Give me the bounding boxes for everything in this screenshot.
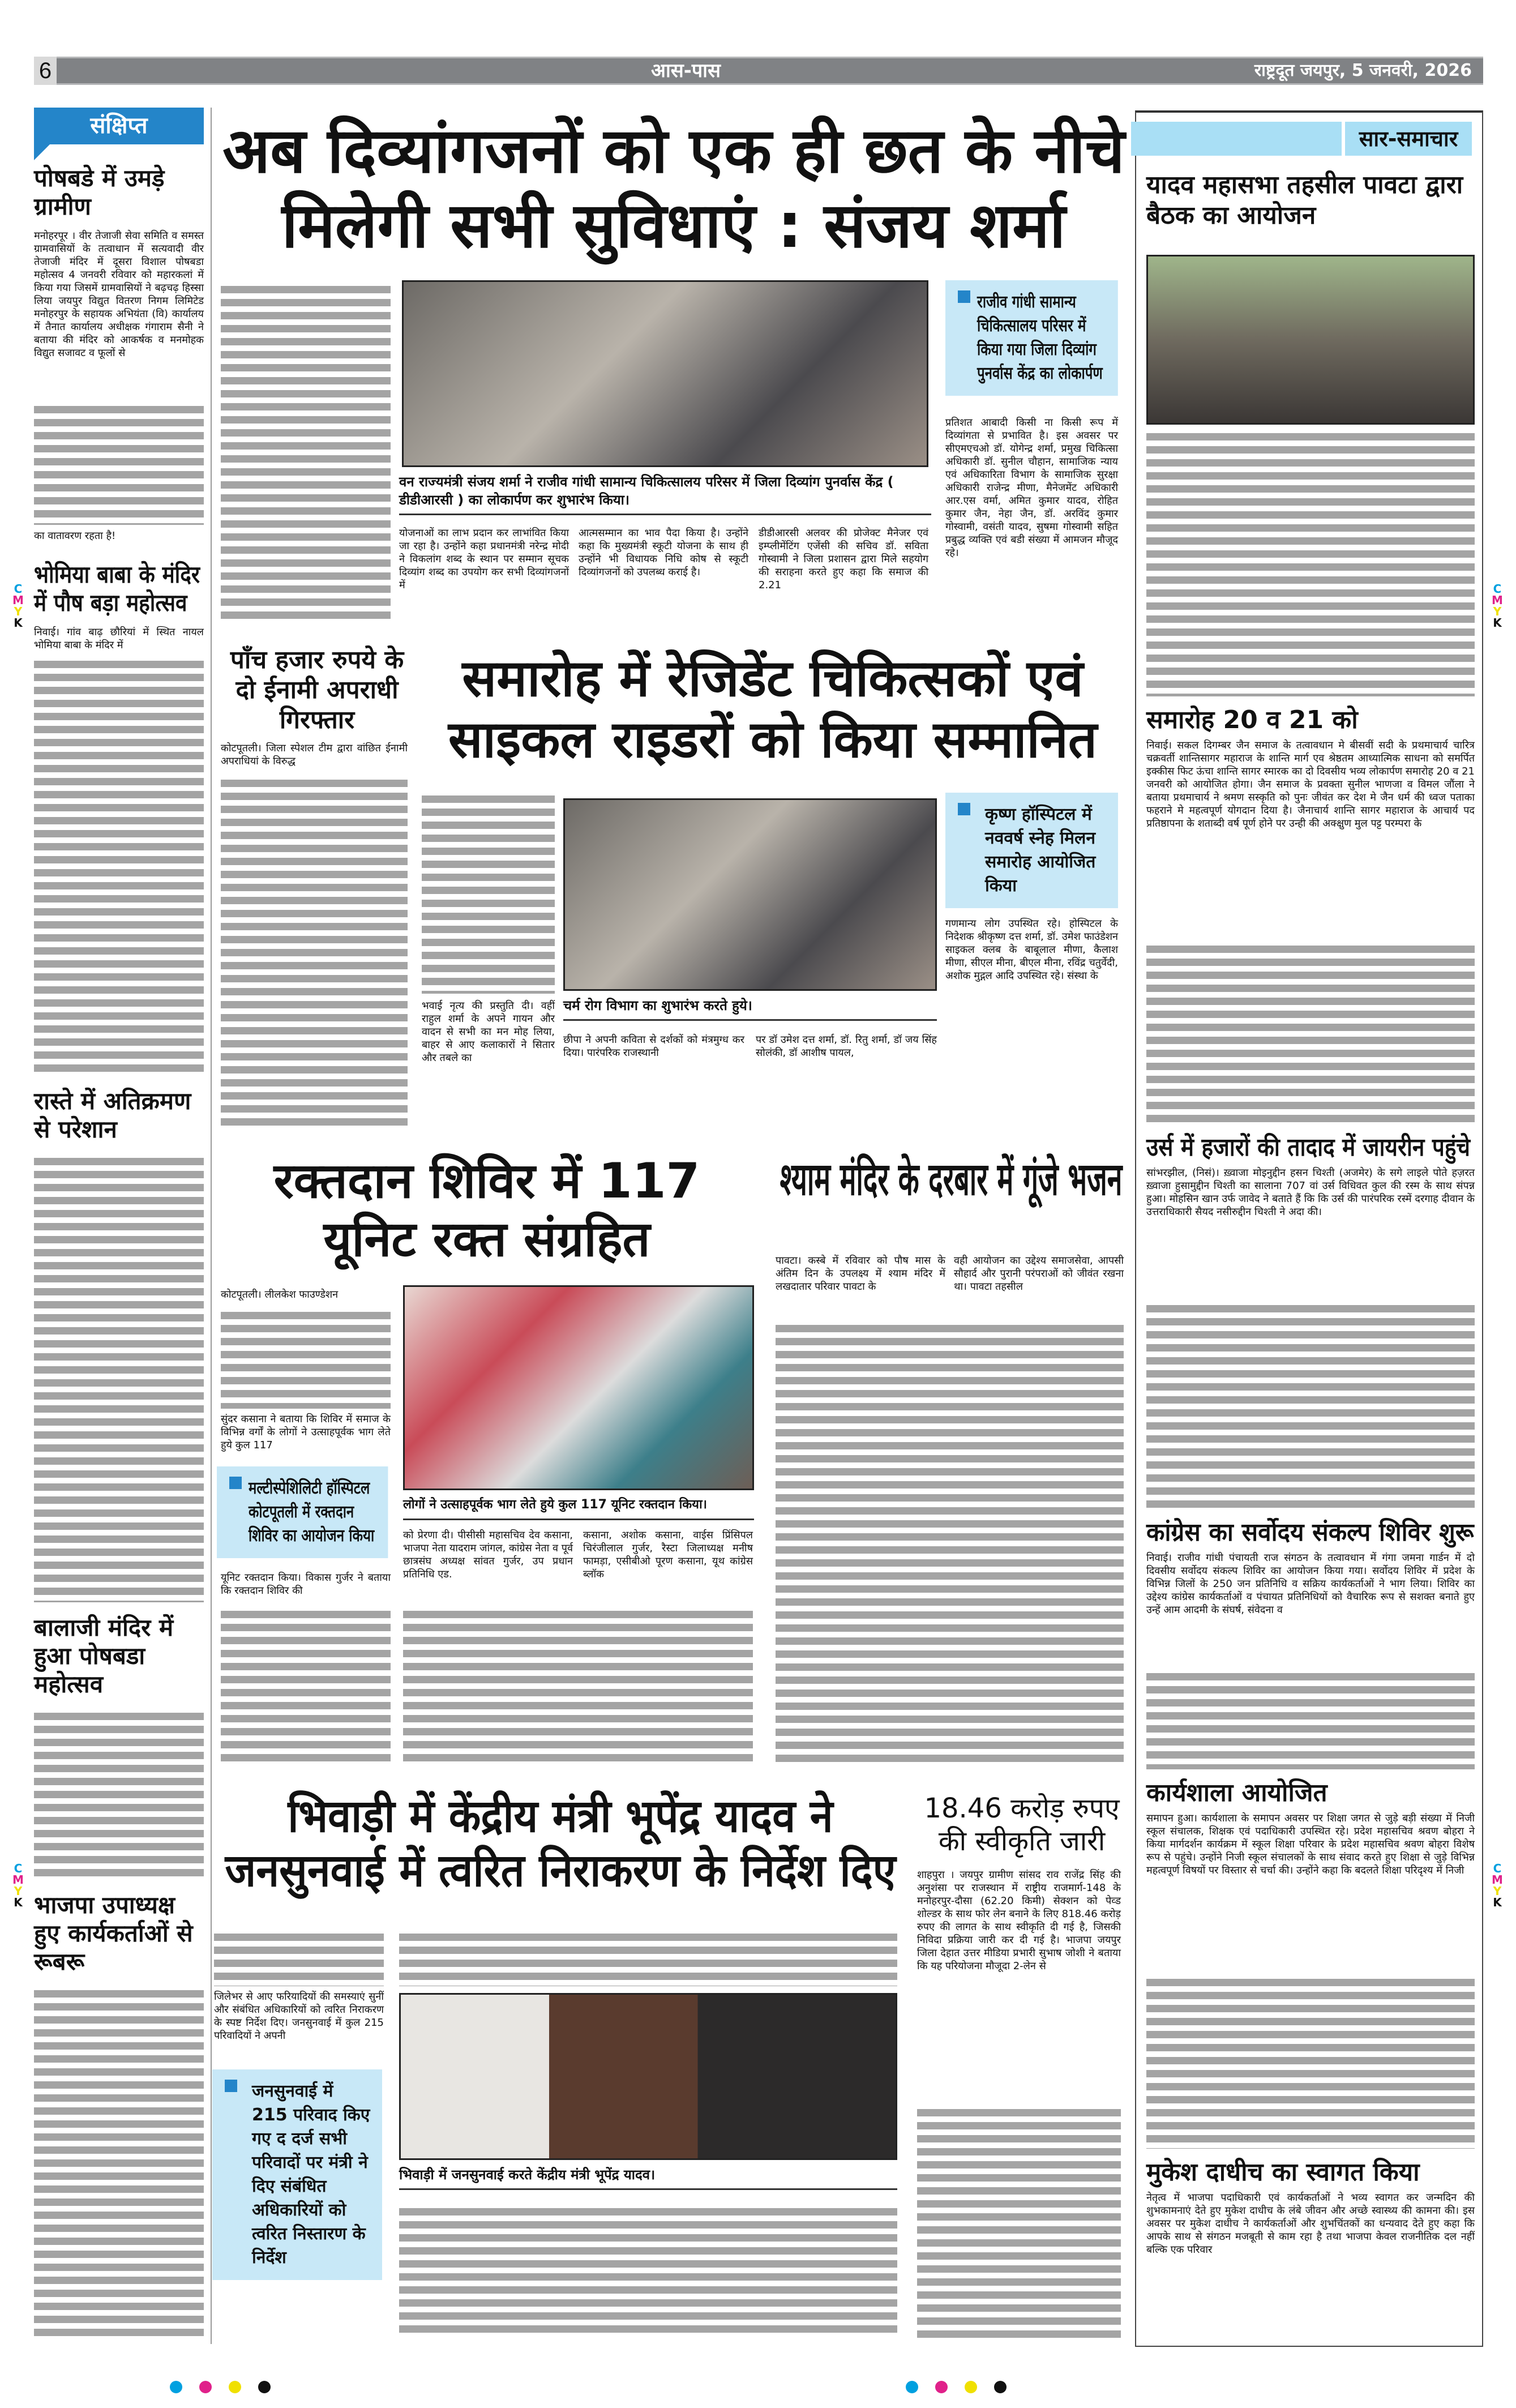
blood-body-2: यूनिट रक्तदान किया। विकास गुर्जर ने बताया कि रक्तदान शिविर की [221,1572,391,1597]
reg-m: M [1492,1873,1503,1887]
lead-col-3: डीडीआरसी अलवर की प्रोजेक्ट मैनेजर एवं इम्प्लीमेंटिंग एजेंसी की सचिव डॉ. सविता गोस्वामी ने जिला प्रशासन द्वारा मिले सहयोग की सराहना करते हुए कहा कि समाज की 2.21 [759,527,928,591]
bhiwadi-body: जिलेभर से आए फरियादियों की समस्याएं सुनीं और संबंधित अधिकारियों को त्वरित निराकरण के स्पष्ट निर्देश दिए। जनसुनवाई में कुल 215 परिवादियों ने अपनी [214,1991,384,2042]
column-divider [211,108,212,2344]
blood-text [221,1309,391,1409]
left-story-2-body: निवाई। गांव बाढ़ छौरियां में स्थित नायल भोमिया बाबा के मंदिर में [34,626,204,651]
reg-m: M [12,1873,24,1887]
left-story-5-title: भाजपा उपाध्यक्ष हुए कार्यकर्ताओं से रूबरू [34,1891,193,1975]
shyam-col-1: पावटा। कस्बे में रविवार को पौष मास के अंतिम दिन के उपलक्ष्य में श्याम मंदिर में लखदातार परिवार पावटा के [776,1255,945,1293]
felicitation-col-1: भवाई नृत्य की प्रस्तुति दी। वहीं राहुल शर्मा के अपने गायन और वादन से सभी का मन मोह लिया, बाहर से आए कलाकारों ने सितार और तबले का [422,1000,555,1064]
bhiwadi-text-2 [399,2205,897,2338]
felicitation-col-3: पर डॉ उमेश दत्त शर्मा, डॉ. रितु शर्मा, डॉ जय सिंह सोलंकी, डॉ आशीष पायल, [756,1034,937,1059]
blood-photo [403,1285,754,1490]
right-story-6-title: मुकेश दाधीच का स्वागत किया [1146,2158,1420,2187]
right-story-2-text [1146,943,1475,1124]
blood-text-2 [221,1608,391,1767]
lead-highlight-box: राजीव गांधी सामान्य चिकित्सालय परिसर में किया गया जिला दिव्यांग पुनर्वास केंद्र का लोकार्पण [945,280,1118,396]
lead-text-left [221,283,391,623]
right-story-5-text [1146,1976,1475,2149]
shyam-headline: श्याम मंदिर के दरबार में गूंजे भजन [780,1153,1123,1205]
color-dot [170,2381,182,2393]
right-story-5-body: समापन हुआ। कार्यशाला के समापन अवसर पर शिक्षा जगत से जुड़े बड़ी संख्या में निजी स्कूल संचालक, शिक्षक एवं पदाधिकारी उपस्थित रहे। प्रदेश महासचिव श्रवण बोहरा ने किया मार्गदर्शन कार्यक्रम में स्कूल शिक्षा परिवार के प्रदेश महासचिव श्रवण बोहरा विशेष रूप से पहुंचे। उन्होंने निजी स्कूल संचालकों के साथ संवाद करते हुए शिक्षा से जुड़े विभिन्न महत्वपूर्ण विषयों पर विस्तार से चर्चा की। उन्होंने कहा कि बदलते शिक्षा परिदृश्य में निजी [1146,1812,1475,1876]
registration-marks-right [1492,583,1503,628]
right-story-6-body: नेतृत्व में भाजपा पदाधिकारी एवं कार्यकर्ताओं ने भव्य स्वागत कर जन्मदिन की शुभकामनाएं देते हुए मुकेश दाधीच के लंबे जीवन और अच्छे स्वास्थ्य की कामना की। इस अवसर पर मुकेश दाधीच ने कार्यकर्ताओं और शुभचिंतकों का धन्यवाद देते हुए कहा कि आपके साथ से संगठन मजबूती से काम रहा है तथा भाजपा केवल राजनीतिक दल नहीं बल्कि एक परिवार [1146,2192,1475,2256]
color-dot [935,2381,948,2393]
color-bar-left [170,2381,271,2393]
reg-y: Y [14,605,23,618]
right-story-3-body: सांभरझील, (निसं)। ख़्वाजा मोइनुद्दीन हसन चिश्ती (अजमेर) के सगे लाइले पोते हज़रत ख़्वाजा हुसामुद्दीन चिश्ती का सालाना 707 वां उर्स विधिवत कुल की रस्म के साथ संपन्न हुआ। मोहसिन खान उर्फ जावेद ने बताते हैं कि कि उर्स की पारंपरिक रस्में दरगाह दीवान के उत्तराधिकारी सैयद नसीरुद्दीन चिश्ती ने अदा की। [1146,1167,1475,1218]
color-dot [906,2381,918,2393]
blood-headline: रक्तदान शिविर में 117 यूनिट रक्त संग्रहित [273,1153,700,1268]
felicitation-photo [563,798,937,991]
reg-c: C [14,1862,23,1875]
left-story-1-body-end: का वातावरण रहता है! [34,530,116,542]
right-story-5-title: कार्यशाला आयोजित [1146,1778,1327,1807]
bhiwadi-highlight-box: जनसुनवाई में 215 परिवाद किए गए द दर्ज सभी परिवादों पर मंत्री ने दिए संबंधित अधिकारियों को त्वरित निस्तारण के निर्देश [212,2069,382,2280]
bhiwadi-col-text [399,1931,897,1986]
dateline: राष्ट्रदूत जयपुर, 5 जनवरी, 2026 [1254,61,1472,80]
right-story-1-title: यादव महासभा तहसील पावटा द्वारा बैठक का आयोजन [1146,170,1463,230]
felicitation-highlight-box: कृष्ण हॉस्पिटल में नववर्ष स्नेह मिलन समारोह आयोजित किया [945,793,1118,908]
left-story-1-body: मनोहरपूर । वीर तेजाजी सेवा समिति व समस्त ग्रामवासियों के तत्वाधान में सत्यवादी वीर तेजाजी मंदिर में दूसरा विशाल पोषबडा महोत्सव 4 जनवरी रविवार को महारकलां में किया गया जिसमें ग्रामवासियों ने बढ़चढ़ हिस्सा लिया जयपुर विद्युत वितरण निगम लिमिटेड मनोहरपुर के सहायक अभियंता (वि) कार्यालय में तैनात कार्यालय अधीक्षक गंगाराम सैनी ने बताया की मंदिर को आकर्षक व मनमोहक विद्युत सजावट व फूलों से [34,230,204,359]
meeting-photo [1146,255,1475,425]
bhiwadi-headline: भिवाड़ी में केंद्रीय मंत्री भूपेंद्र यादव ने जनसुनवाई में त्वरित निराकरण के निर्देश दिए [225,1790,896,1897]
bhiwadi-caption: भिवाड़ी में जनसुनवाई करते केंद्रीय मंत्री भूपेंद्र यादव। [399,2166,897,2190]
color-dot [258,2381,271,2393]
reg-k: K [14,1896,23,1909]
lead-caption: वन राज्यमंत्री संजय शर्मा ने राजीव गांधी सामान्य चिकित्सालय परिसर में जिला दिव्यांग पुनर्वास केंद्र ( डीडीआरसी ) का लोकार्पण कर शुभारंभ किया। [399,473,931,515]
color-dot [229,2381,241,2393]
left-banner [34,108,204,144]
left-story-4-title: बालाजी मंदिर में हुआ पोषबडा महोत्सव [34,1614,174,1698]
right-story-2-body: निवाई। सकल दिगम्बर जैन समाज के तत्वावधान मे बीसवीं सदी के प्रथमाचार्य चारित्र चक्रवर्ती शान्तिसागर महाराज के शान्ति मार्ग एव श्रेष्ठतम आध्यात्मिक साधना को समर्पित इक्कीस फिट ऊंचा शान्ति सागर स्मारक का दो दिवसीय भव्य लोकार्पण समारोह 20 व 21 जनवरी को आयोजित होगा। जैन समाज के प्रवक्ता सुनील भाणजा व विमल जौंला ने बताया प्रथमाचार्य ने श्रमण सस्कृति को पुनः जीवंत कर देश मे जैन धर्म की ध्वज पताका फहराने मे महत्वपूर्ण योगदान दिया है। जैनाचार्य शान्ति सागर महाराज के आचार्य पद प्रतिष्ठापना के शताब्दी वर्ष पूर्ण होने पर उन्ही की अक्क्षुण मुल पट्ट परम्परा के [1146,739,1475,829]
color-dot [199,2381,212,2393]
lead-col-4: प्रतिशत आबादी किसी ना किसी रूप में दिव्यांगता से प्रभावित है। इस अवसर पर सीएमएचओ डॉ. योगेन्द्र शर्मा, प्रमुख चिकित्सा अधिकारी डॉ. सुनील चौहान, सामाजिक न्याय एवं अधिकारिता विभाग के सामाजिक सुरक्षा अधिकारी राजेन्द्र मीणा, मैनेजमेंट अधिकारी आर.एस वर्मा, अमित कुमार यादव, रोहित कुमार जैन, नेहा जैन, डॉ. अरविंद कुमार गोस्वामी, वसंती यादव, सुषमा गोस्वामी सहित प्रबुद्ध व्यक्ति एवं बडी संख्या में आमजन मौजूद रहे। [945,417,1118,559]
reg-y: Y [1493,605,1502,618]
reg-k: K [1493,1896,1502,1909]
lead-photo [402,280,928,467]
bhiwadi-photo [399,1993,897,2160]
bhiwadi-text [214,1931,384,1986]
page-number: 6 [34,57,57,85]
left-story-5-text [34,1987,204,2338]
reg-y: Y [1493,1884,1502,1898]
banner-tail [34,144,50,160]
arrest-headline: पाँच हजार रुपये के दो ईनामी अपराधी गिरफ्तार [230,645,404,734]
registration-marks-left [12,583,24,628]
reg-y: Y [14,1884,23,1898]
felicitation-col-4: गणमान्य लोग उपस्थित रहे। होस्पिटल के निदेशक श्रीकृष्ण दत्त शर्मा, डॉ. उमेश फाउंडेशन साइकल क्लब के बाबूलाल मीणा, कैलाश मीणा, सीएल मीना, बीएल मीना, रविंद्र चतुर्वेदी, अशोक मुद्गल आदि उपस्थित रहे। संस्था के [945,918,1118,982]
road-headline: 18.46 करोड़ रुपए की स्वीकृति जारी [924,1793,1120,1857]
felicitation-text-left [422,793,555,994]
right-story-1-text [1146,430,1475,696]
left-story-1-text [34,403,204,525]
reg-m: M [12,593,24,607]
right-story-3-title: उर्स में हजारों की तादाद में जायरीन पहुंचे [1146,1133,1470,1162]
color-dot [965,2381,977,2393]
blood-caption: लोगों ने उत्साहपूर्वक भाग लेते हुये कुल 117 यूनिट रक्तदान किया। [403,1496,754,1520]
left-story-4-text [34,1710,204,1880]
bullet-square-icon [958,290,970,303]
left-story-3-title: रास्ते में अतिक्रमण से परेशान [34,1087,191,1143]
registration-marks-right-2 [1492,1863,1503,1908]
bullet-square-icon [225,2080,237,2092]
lead-col-2: आत्मसम्मान का भाव पैदा किया है। उन्होंने कहा कि मुख्यमंत्री स्कूटी योजना के साथ ही उन्होंने भी विधायक निधि कोष से स्कूटी दिव्यांगजनों को उपलब्ध कराई है। [579,527,748,578]
arrest-text [221,777,408,1127]
blood-col-2: कसाना, अशोक कसाना, वाईस प्रिंसिपल चिरंजीलाल गुर्जर, रैस्टा जिलाध्यक्ष मनीष फामड़ा, एसीबीओ पूरण कसाना, यूथ कांग्रेस ब्लॉक [583,1529,753,1580]
reg-c: C [14,582,23,596]
road-text [917,2106,1121,2338]
felicitation-caption: चर्म रोग विभाग का शुभारंभ करते हुये। [563,996,937,1021]
left-story-3-text [34,1155,204,1602]
felicitation-col-2: छीपा ने अपनी कविता से दर्शकों को मंत्रमुग्ध कर दिया। पारंपरिक राजस्थानी [563,1034,744,1059]
right-story-4-title: कांग्रेस का सर्वोदय संकल्प शिविर शुरू [1146,1518,1474,1547]
right-story-3-text [1146,1302,1475,1509]
reg-c: C [1493,1862,1502,1875]
section-name: आस-पास [651,59,721,82]
shyam-col-2: वही आयोजन का उद्देश्य समाजसेवा, आपसी सौहार्द और पुरानी परंपराओं को जीवंत रखना था। पावटा तहसील [954,1255,1124,1293]
reg-k: K [1493,616,1502,630]
registration-marks-left-2 [12,1863,24,1908]
color-bar-right [906,2381,1007,2393]
reg-c: C [1493,582,1502,596]
road-body: शाहपुरा । जयपुर ग्रामीण सांसद राव राजेंद्र सिंह की अनुशंसा पर राजस्थान में राष्ट्रीय राजमार्ग-148 के मनोहरपुर-दौसा (62.20 किमी) सेक्शन को पेव्ड शोल्डर के साथ फोर लेन बनाने के लिए 818.46 करोड़ रुपए की लागत के साथ स्वीकृति दी गई है, जिसकी निविदा प्रक्रिया जारी कर दी गई है। भाजपा जयपुर जिला देहात उत्तर मीडिया प्रभारी सुभाष जोशी ने बताया कि यह परियोजना मौजूदा 2-लेन से [917,1869,1121,1972]
blood-body-1: सुंदर कसाना ने बताया कि शिविर में समाज के विभिन्न वर्गों के लोगों ने उत्साहपूर्वक भाग लेते हुये कुल 117 [221,1413,391,1451]
reg-m: M [1492,593,1503,607]
left-banner-label: संक्षिप्त [90,113,148,139]
right-story-4-body: निवाई। राजीव गांधी पंचायती राज संगठन के तत्वावधान में गंगा जमना गार्डन में दो दिवसीय सर्वोदय संकल्प शिविर का आयोजन किया गया। सर्वोदय शिविर में प्रदेश के विभिन्न जिलों के 250 जन प्रतिनिधि व सक्रिय कार्यकर्ताओं ने भाग लिया। शिविर का उद्देश्य कांग्रेस कार्यकर्ताओं व पंचायत प्रतिनिधियों को वैचारिक रूप से सशक्त बनाते हुए उन्हें आम आदमी के संघर्ष, संवेदना व [1146,1552,1475,1616]
blood-col-1: को प्रेरणा दी। पीसीसी महासचिव देव कसाना, भाजपा नेता यादराम जांगल, कांग्रेस नेता व पूर्व छात्रसंघ अध्यक्ष सांवत गुर्जर, उप प्रधान प्रतिनिधि एड. [403,1529,573,1580]
left-story-2-text [34,658,204,1076]
blood-highlight-box: मल्टीस्पेशिलिटी हॉस्पिटल कोटपूतली में रक्तदान शिविर का आयोजन किया [217,1466,388,1558]
left-story-1-title: पोषबडे में उमड़े ग्रामीण [34,164,165,220]
blood-text-3 [403,1608,753,1767]
reg-k: K [14,616,23,630]
lead-col-1: योजनाओं का लाभ प्रदान कर लाभांवित किया जा रहा है। उन्होंने कहा प्रधानमंत्री नरेन्द्र मोदी ने विकलांग शब्द के स्थान पर सम्मान सूचक दिव्यांग शब्द का उपयोग कर सभी दिव्यांगजनों में [399,527,569,591]
shyam-text [776,1322,1124,1767]
bullet-square-icon [229,1477,242,1489]
right-story-4-text [1146,1670,1475,1769]
bullet-square-icon [958,803,970,815]
felicitation-headline: समारोह में रेजिडेंट चिकित्सकों एवं साइकल राइडरों को किया सम्मानित [448,649,1098,769]
lead-headline: अब दिव्यांगजनों को एक ही छत के नीचे मिलेगी सभी सुविधाएं : संजय शर्मा [222,114,1125,262]
color-dot [994,2381,1007,2393]
left-story-2-title: भोमिया बाबा के मंदिर में पौष बड़ा महोत्सव [34,561,200,617]
blood-lead: कोटपूतली। लीलकेश फाउण्डेशन [221,1289,339,1301]
right-story-2-title: समारोह 20 व 21 को [1146,705,1358,734]
right-banner-label: सार-समाचार [1342,122,1472,156]
arrest-body: कोटपूतली। जिला स्पेशल टीम द्वारा वांछित ईनामी अपराधियां के विरुद्ध [221,742,408,767]
